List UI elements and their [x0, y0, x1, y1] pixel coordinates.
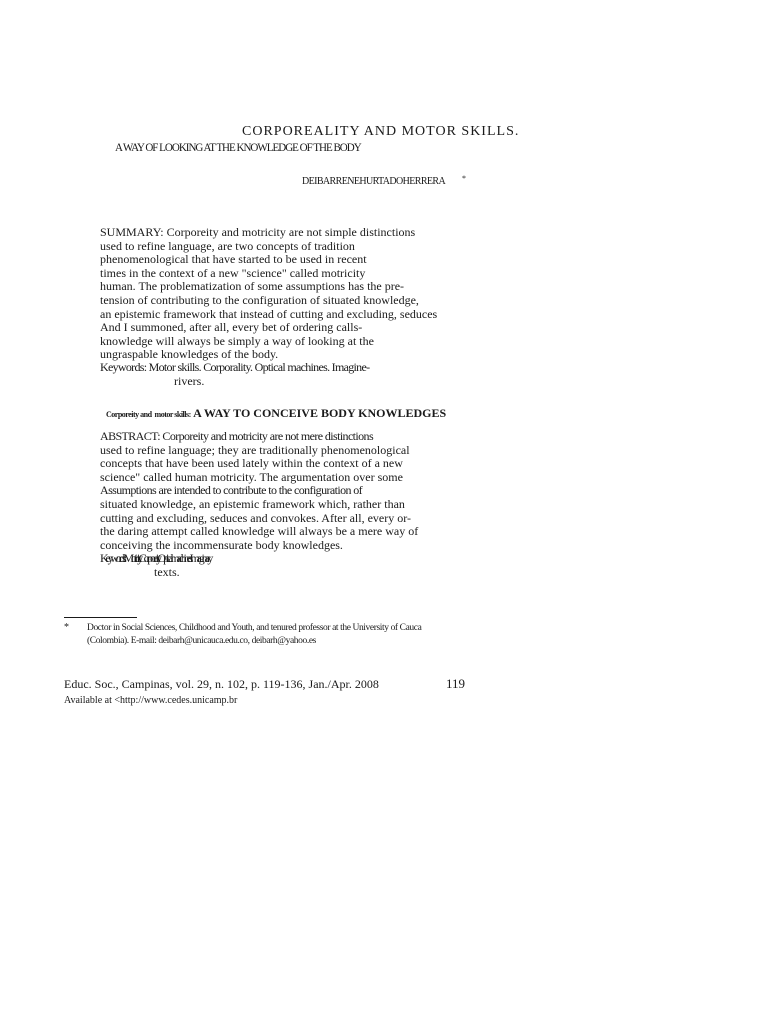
- summary-line: an epistemic framework that instead of cutting and excluding, seduces: [100, 306, 438, 321]
- keywords-english-line-continued: texts.: [154, 565, 180, 579]
- keywords-english-line: Key words: Motricity. Corporeity. Optical machines. Imaginary: [100, 551, 211, 565]
- abstract-line: used to refine language; they are traditionally phenomenological: [100, 442, 410, 457]
- footnote-divider: [64, 617, 137, 618]
- summary-line: times in the context of a new "science" called motricity: [100, 265, 366, 280]
- footnote-line: (Colombia). E-mail: deibarh@unicauca.edu.co, deibarh@yahoo.es: [87, 635, 316, 646]
- article-subtitle: A WAY OF LOOKING AT THE KNOWLEDGE OF THE BODY: [115, 140, 361, 154]
- english-title-heading: [106, 406, 446, 421]
- keywords-line-continued: rivers.: [174, 374, 205, 388]
- abstract-line: science" called human motricity. The argumentation over some: [100, 469, 403, 484]
- heading-part: motor skills:: [154, 410, 191, 419]
- summary-line: knowledge will always be simply a way of looking at the: [100, 333, 374, 348]
- page-number: 119: [446, 676, 466, 691]
- summary-line: phenomenological that have started to be used in recent: [100, 252, 367, 267]
- summary-line: used to refine language, are two concepts of tradition: [100, 238, 355, 253]
- article-title: CORPOREALITY AND MOTOR SKILLS.: [242, 124, 520, 139]
- abstract-paragraph: [100, 430, 418, 552]
- summary-line: human. The problematization of some assumptions has the pre-: [100, 279, 405, 294]
- summary-paragraph: [100, 226, 437, 362]
- abstract-line: conceiving the incommensurate body knowledges.: [100, 537, 343, 552]
- heading-part: Corporeity and: [106, 410, 152, 419]
- abstract-line: cutting and excluding, seduces and convokes. After all, every or-: [100, 510, 411, 525]
- availability-note: Available at <http://www.cedes.unicamp.br: [64, 695, 238, 706]
- footnote-line: Doctor in Social Sciences, Childhood and Youth, and tenured professor at the University of Cauca: [87, 623, 422, 633]
- summary-line: ungraspable knowledges of the body.: [100, 347, 279, 362]
- author-name: DEIBARRENEHURTADOHERRERA: [302, 176, 446, 187]
- author-footnote-mark: *: [462, 174, 466, 183]
- heading-part: A WAY TO CONCEIVE BODY KNOWLEDGES: [193, 406, 447, 420]
- footnote-text: [87, 622, 421, 647]
- footnote-mark: *: [64, 622, 69, 633]
- abstract-line: ABSTRACT: Corporeity and motricity are not mere distinctions: [100, 429, 374, 443]
- abstract-line: situated knowledge, an epistemic framework which, rather than: [100, 496, 405, 511]
- summary-line: And I summoned, after all, every bet of ordering calls-: [100, 320, 363, 335]
- abstract-line: the daring attempt called knowledge will always be a mere way of: [100, 524, 419, 539]
- abstract-line: Assumptions are intended to contribute to the configuration of: [100, 483, 363, 498]
- summary-line: tension of contributing to the configuration of situated knowledge,: [100, 292, 419, 307]
- journal-reference: Educ. Soc., Campinas, vol. 29, n. 102, p. 119-136, Jan./Apr. 2008: [64, 677, 379, 691]
- abstract-line: concepts that have been used lately within the context of a new: [100, 456, 403, 471]
- keywords-line: Keywords: Motor skills. Corporality. Optical machines. Imagine-: [100, 360, 370, 374]
- summary-line: SUMMARY: Corporeity and motricity are not simple distinctions: [100, 225, 416, 239]
